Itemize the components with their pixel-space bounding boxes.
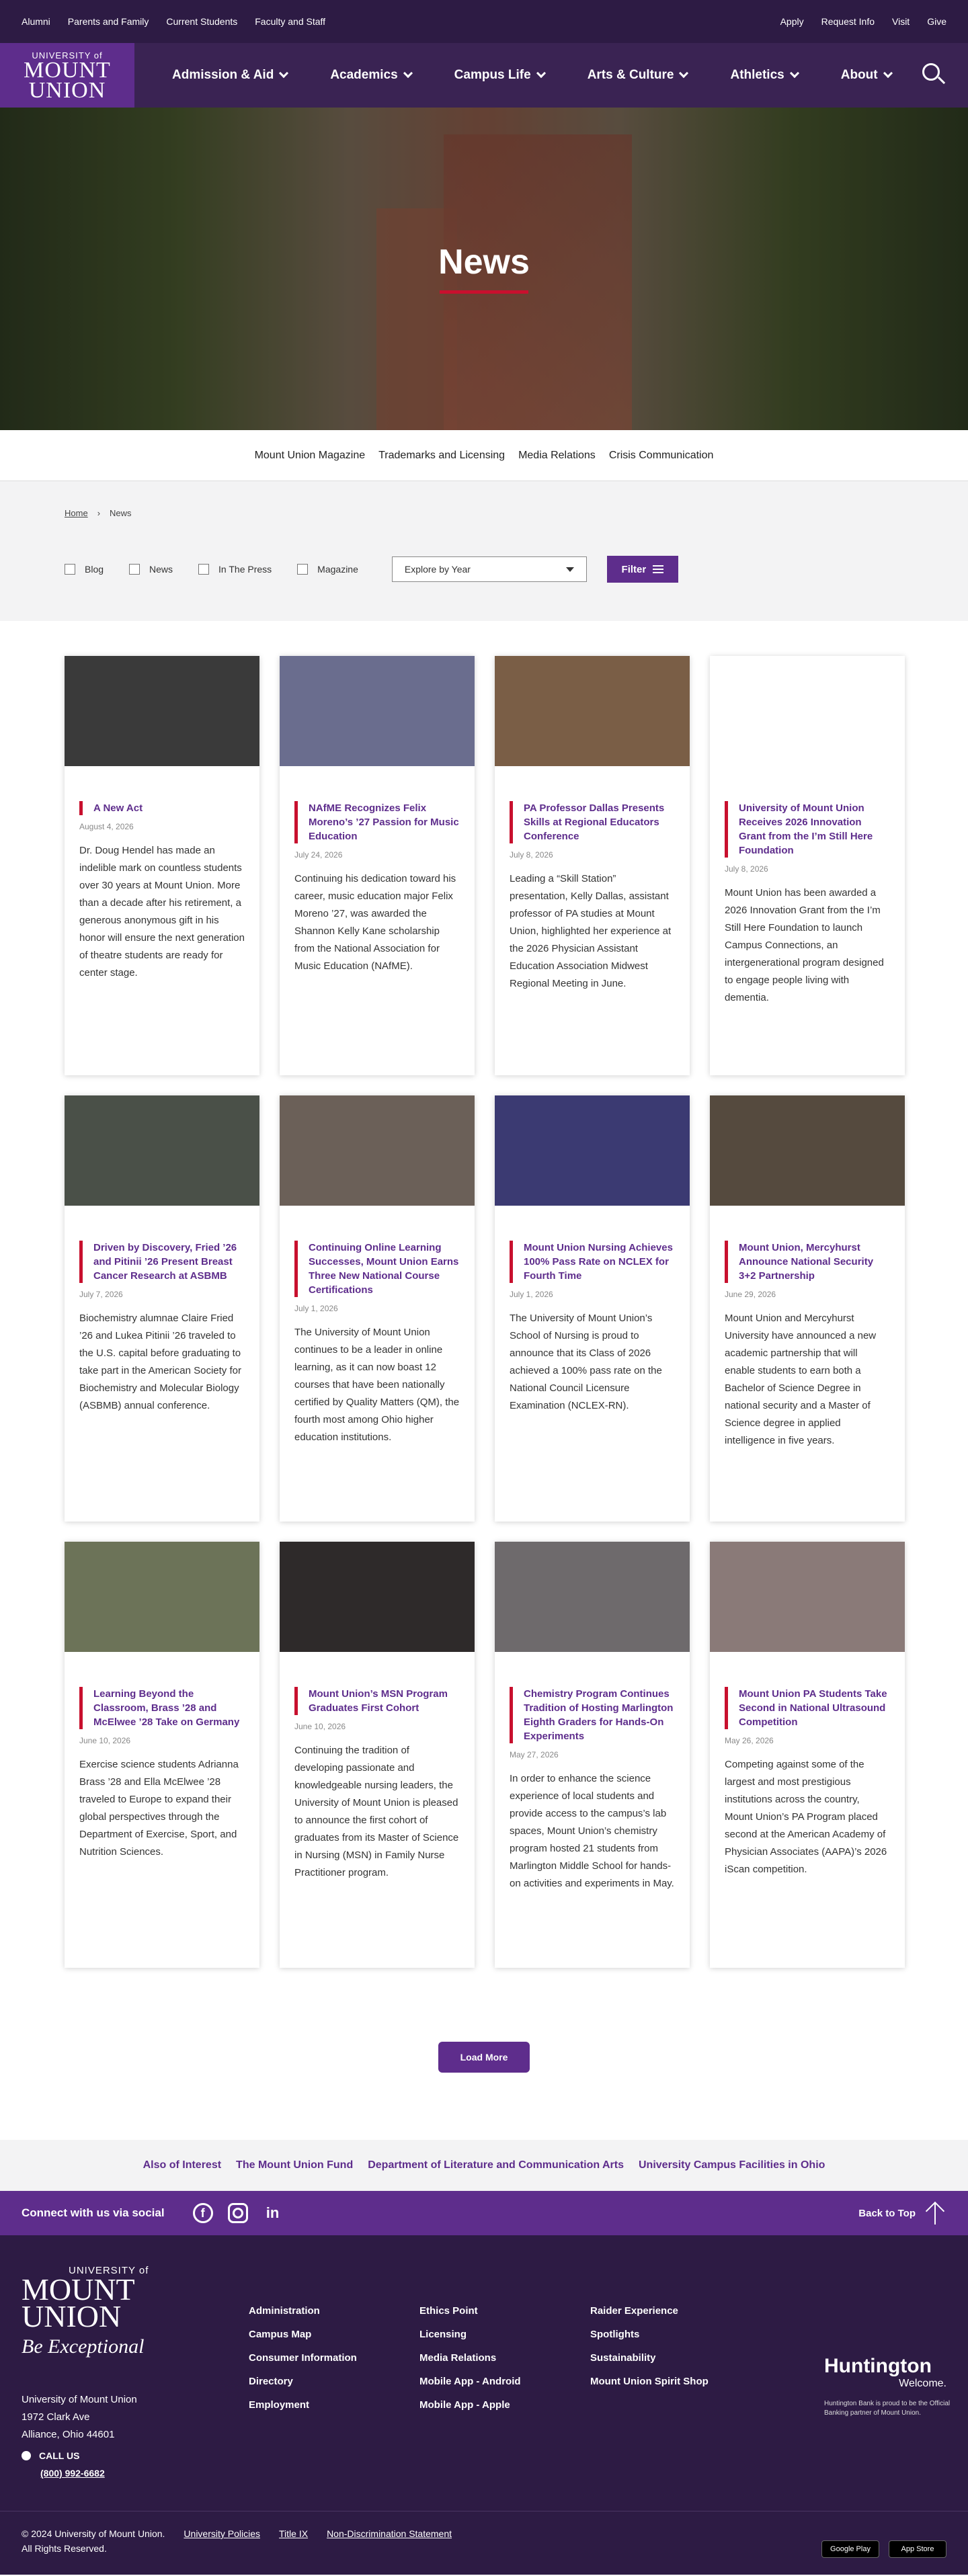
checkbox[interactable] — [297, 564, 308, 575]
subnav-media-relations[interactable]: Media Relations — [518, 449, 596, 461]
nav-athletics[interactable] — [730, 68, 797, 83]
news-card[interactable] — [495, 656, 690, 1075]
also-link-fund[interactable]: The Mount Union Fund — [236, 2159, 354, 2171]
news-card-title[interactable]: PA Professor Dallas Presents Skills at Regional Educators Conference — [510, 801, 675, 843]
news-card[interactable] — [710, 656, 905, 1075]
instagram-icon[interactable] — [228, 2203, 248, 2223]
news-card-title[interactable]: Mount Union PA Students Take Second in National Ultrasound Competition — [725, 1687, 890, 1729]
footer-link[interactable]: Mobile App - Apple — [419, 2399, 510, 2411]
breadcrumb-separator-icon: › — [97, 508, 101, 518]
checkbox[interactable] — [65, 564, 75, 575]
footer-link[interactable]: Raider Experience — [590, 2305, 678, 2317]
load-more-wrap — [0, 1968, 968, 2140]
chevron-down-icon — [536, 69, 546, 78]
footer-link[interactable]: Directory — [249, 2376, 293, 2387]
breadcrumb — [65, 508, 903, 518]
back-to-top-label: Back to Top — [858, 2207, 916, 2219]
footer-link[interactable]: Licensing — [419, 2329, 467, 2340]
utility-bar — [0, 0, 968, 43]
footer-tagline: Be Exceptional — [22, 2335, 145, 2358]
legal-link-title-ix[interactable]: Title IX — [279, 2528, 309, 2539]
news-card-summary: Continuing his dedication toward his career, music education major Felix Moreno ’27, was awarded the Shannon Kelly Kane scholarship from the National Association for Music Education (NAfME). — [294, 873, 456, 972]
back-to-top-button[interactable] — [858, 2202, 945, 2225]
footer-address — [22, 2391, 137, 2444]
news-card[interactable] — [280, 656, 475, 1075]
news-card[interactable] — [65, 1542, 259, 1968]
hero-banner — [0, 108, 968, 430]
logo-union: UNION — [28, 77, 106, 103]
footer-link[interactable]: Administration — [249, 2305, 320, 2317]
checkbox-label: Blog — [85, 564, 104, 575]
utility-link-request-info[interactable]: Request Info — [821, 16, 875, 27]
news-card-date: June 29, 2026 — [725, 1290, 776, 1299]
news-card-image[interactable] — [495, 656, 690, 766]
news-card-title[interactable]: A New Act — [79, 801, 245, 815]
news-card-image[interactable] — [710, 656, 905, 766]
chevron-down-icon — [790, 69, 799, 78]
news-card[interactable] — [710, 1542, 905, 1968]
nav-items — [172, 68, 891, 83]
legal-row — [22, 2526, 946, 2541]
footer-link[interactable]: Spotlights — [590, 2329, 640, 2340]
checkbox-label: News — [149, 564, 173, 575]
logo-mount: MOUNT — [24, 57, 111, 83]
footer-col-3 — [590, 2305, 761, 2411]
nav-label: Admission & Aid — [172, 68, 274, 82]
filter-checkbox-blog[interactable] — [65, 564, 104, 575]
footer-link[interactable]: Mobile App - Android — [419, 2376, 521, 2387]
news-card-image[interactable] — [710, 1542, 905, 1652]
footer-logo[interactable] — [22, 2265, 149, 2358]
news-card-summary: Leading a “Skill Station” presentation, Kelly Dallas, assistant professor of PA studies at Mount Union, highlighted her experience at the 2026 Physician Assistant Education Association Midwest Regional Meeting in June. — [510, 873, 672, 989]
nav-admission[interactable] — [172, 68, 287, 83]
news-card-title[interactable]: Mount Union’s MSN Program Graduates First Cohort — [294, 1687, 460, 1715]
footer-link[interactable]: Campus Map — [249, 2329, 312, 2340]
news-card-summary: Competing against some of the largest and most prestigious institutions across the country, Mount Union’s PA Program placed second at the American Academy of Physician Associates (AAPA)’s 2026 iScan competition. — [725, 1759, 887, 1875]
news-card[interactable] — [280, 1542, 475, 1968]
all-rights: All Rights Reserved. — [22, 2543, 107, 2554]
chevron-down-icon — [679, 69, 688, 78]
footer-link[interactable]: Media Relations — [419, 2352, 497, 2364]
news-card-title[interactable]: Mount Union, Mercyhurst Announce National Security 3+2 Partnership — [725, 1241, 890, 1283]
arrow-up-icon — [925, 2202, 945, 2225]
news-card-title[interactable]: Continuing Online Learning Successes, Mount Union Earns Three New National Course Certifications — [294, 1241, 460, 1297]
sub-navigation — [0, 430, 968, 481]
news-card-summary: Continuing the tradition of developing passionate and knowledgeable nursing leaders, the University of Mount Union is pleased to announce the first cohort of graduates from its Master of Science in Nursing (MSN) in Family Nurse Practitioner program. — [294, 1745, 459, 1878]
nav-label: Academics — [330, 68, 398, 82]
utility-link-give[interactable]: Give — [927, 16, 946, 27]
utility-link-faculty[interactable]: Faculty and Staff — [255, 16, 326, 27]
site-logo[interactable] — [0, 43, 134, 108]
phone-icon — [22, 2451, 31, 2460]
menu-icon — [653, 565, 663, 573]
chevron-down-icon — [403, 69, 413, 78]
also-link-facilities[interactable]: University Campus Facilities in Ohio — [639, 2159, 825, 2171]
footer-col-2 — [419, 2305, 590, 2411]
sponsor-welcome: Welcome. — [899, 2378, 946, 2389]
footer — [0, 2235, 968, 2575]
load-more-button[interactable]: Load More — [438, 2042, 530, 2073]
news-card-summary: The University of Mount Union’s School of Nursing is proud to announce that its Class of 2026 achieved a 100% pass rate on the National Council Licensure Examination (NCLEX-RN). — [510, 1313, 662, 1411]
filter-controls — [65, 556, 903, 583]
call-us-text: CALL US — [39, 2450, 80, 2461]
news-card-title[interactable]: Mount Union Nursing Achieves 100% Pass Rate on NCLEX for Fourth Time — [510, 1241, 675, 1283]
sponsor-huntington[interactable] — [824, 2355, 952, 2418]
checkbox[interactable] — [198, 564, 209, 575]
news-card-title[interactable]: University of Mount Union Receives 2026 Innovation Grant from the I’m Still Here Foundation — [725, 801, 890, 858]
nav-label: About — [840, 68, 878, 82]
news-card-image[interactable] — [495, 1542, 690, 1652]
year-select[interactable] — [392, 556, 587, 582]
news-card-image[interactable] — [495, 1095, 690, 1206]
footer-logo-union: UNION — [22, 2299, 122, 2333]
footer-link[interactable]: Ethics Point — [419, 2305, 478, 2317]
filter-checkbox-magazine[interactable] — [297, 564, 358, 575]
news-card-date: July 24, 2026 — [294, 850, 343, 860]
utility-link-alumni[interactable]: Alumni — [22, 16, 50, 27]
news-card[interactable] — [710, 1095, 905, 1522]
news-grid — [0, 621, 968, 1968]
news-card-summary: In order to enhance the science experience of local students and provide access to the campus’s lab spaces, Mount Union’s chemistry program hosted 21 students from Marlington Middle School for hands-on activities and experiments in May. — [510, 1773, 674, 1889]
news-card-image[interactable] — [710, 1095, 905, 1206]
footer-logo-mount: MOUNT — [22, 2272, 135, 2307]
address-line: University of Mount Union — [22, 2394, 137, 2405]
news-card-summary: Mount Union has been awarded a 2026 Innovation Grant from the I’m Still Here Foundation to launch Campus Connections, an intergenerational program designed to engage people living with dementia. — [725, 887, 884, 1003]
utility-link-parents[interactable]: Parents and Family — [67, 16, 149, 27]
caret-down-icon — [566, 567, 574, 572]
footer-col-1 — [249, 2305, 419, 2411]
news-card-title[interactable]: NAfME Recognizes Felix Moreno’s ’27 Passion for Music Education — [294, 801, 460, 843]
year-select-value: Explore by Year — [404, 564, 471, 575]
nav-campus-life[interactable] — [454, 68, 544, 83]
logo-small: UNIVERSITY of — [32, 50, 103, 60]
action-links — [780, 16, 946, 27]
news-card-date: May 27, 2026 — [510, 1750, 559, 1759]
footer-link-columns — [249, 2305, 761, 2411]
app-store-badge[interactable]: App Store — [889, 2540, 946, 2558]
news-card-date: July 8, 2026 — [725, 864, 768, 874]
title-underline — [440, 290, 528, 294]
filter-checkbox-news[interactable] — [129, 564, 173, 575]
subnav-magazine[interactable]: Mount Union Magazine — [254, 449, 366, 461]
footer-link[interactable]: Sustainability — [590, 2352, 656, 2364]
footer-logo-small: UNIVERSITY of — [69, 2265, 149, 2276]
news-card-date: July 8, 2026 — [510, 850, 553, 860]
utility-link-visit[interactable]: Visit — [892, 16, 910, 27]
nav-label: Arts & Culture — [587, 68, 674, 82]
also-link-literature[interactable]: Department of Literature and Communication Arts — [368, 2159, 624, 2171]
search-icon[interactable] — [922, 63, 946, 87]
legal-link-nondiscrimination[interactable]: Non-Discrimination Statement — [327, 2528, 452, 2539]
filter-button-label: Filter — [621, 563, 647, 575]
subnav-crisis[interactable]: Crisis Communication — [608, 449, 714, 461]
breadcrumb-home[interactable]: Home — [65, 508, 88, 518]
call-us-label — [22, 2450, 105, 2461]
also-of-interest — [0, 2140, 968, 2191]
address-line: Alliance, Ohio 44601 — [22, 2429, 115, 2440]
news-card-summary: Mount Union and Mercyhurst University have announced a new academic partnership that will enable students to earn both a Bachelor of Science Degree in national security and a Master of Science degree in applied intelligence in five years. — [725, 1313, 877, 1446]
also-heading: Also of Interest — [143, 2159, 222, 2171]
checkbox-label: Magazine — [317, 564, 358, 575]
news-card[interactable] — [65, 1095, 259, 1522]
news-card-date: July 1, 2026 — [294, 1304, 338, 1313]
news-card-image[interactable] — [65, 1542, 259, 1652]
call-us — [22, 2450, 105, 2479]
address-line: 1972 Clark Ave — [22, 2411, 90, 2423]
page-title: News — [438, 243, 530, 282]
subnav-trademarks[interactable]: Trademarks and Licensing — [378, 449, 506, 461]
news-card-image[interactable] — [65, 656, 259, 766]
news-card-title[interactable]: Driven by Discovery, Fried ’26 and Pitinii ’26 Present Breast Cancer Research at ASBMB — [79, 1241, 245, 1283]
news-card-image[interactable] — [280, 1542, 475, 1652]
sponsor-note: Huntington Bank is proud to be the Official Banking partner of Mount Union. — [824, 2400, 951, 2417]
copyright: © 2024 University of Mount Union. — [22, 2528, 165, 2539]
news-card[interactable] — [65, 656, 259, 1075]
news-card-summary: Dr. Doug Hendel has made an indelible mark on countless students over 30 years at Mount Union. More than a decade after his retirement, a generous anonymous gift in his honor will ensure the next generation of theatre students are ready for center stage. — [79, 845, 245, 979]
news-card[interactable] — [495, 1542, 690, 1968]
nav-about[interactable] — [841, 68, 891, 83]
news-card-date: June 10, 2026 — [79, 1736, 131, 1745]
news-card-date: July 7, 2026 — [79, 1290, 123, 1299]
nav-label: Athletics — [730, 68, 784, 82]
social-label: Connect with us via social — [22, 2206, 165, 2219]
utility-link-students[interactable]: Current Students — [166, 16, 238, 27]
news-card-date: June 10, 2026 — [294, 1722, 346, 1731]
news-card-title[interactable]: Chemistry Program Continues Tradition of Hosting Marlington Eighth Graders for Hands-On Experiments — [510, 1687, 675, 1743]
checkbox[interactable] — [129, 564, 140, 575]
audience-links — [22, 16, 325, 27]
linkedin-icon[interactable]: in — [266, 2204, 280, 2221]
facebook-icon[interactable]: f — [193, 2203, 213, 2223]
social-icons — [193, 2203, 283, 2223]
utility-link-apply[interactable]: Apply — [780, 16, 804, 27]
news-card[interactable] — [280, 1095, 475, 1522]
news-card[interactable] — [495, 1095, 690, 1522]
chevron-down-icon — [883, 69, 893, 78]
nav-arts-culture[interactable] — [588, 68, 688, 83]
checkbox-label: In The Press — [218, 564, 272, 575]
footer-link[interactable]: Employment — [249, 2399, 310, 2411]
footer-link[interactable]: Mount Union Spirit Shop — [590, 2376, 709, 2387]
news-card-date: August 4, 2026 — [79, 822, 134, 831]
social-bar — [0, 2191, 968, 2235]
news-card-summary: The University of Mount Union continues to be a leader in online learning, as it can now boast 12 courses that have been nationally certified by Quality Matters (QM), the fourth most among Ohio higher education institutions. — [294, 1327, 460, 1443]
phone-link[interactable]: (800) 992-6682 — [40, 2468, 105, 2479]
news-card-summary: Biochemistry alumnae Claire Fried ’26 and Lukea Pitinii ’26 traveled to the U.S. capital before graduating to take part in the American Society for Biochemistry and Molecular Biology (ASBMB) annual conference. — [79, 1313, 241, 1411]
filter-checkbox-press[interactable] — [198, 564, 272, 575]
app-store-badges — [821, 2540, 946, 2558]
filter-section — [0, 481, 968, 621]
news-card-image[interactable] — [280, 1095, 475, 1206]
nav-label: Campus Life — [454, 68, 531, 82]
nav-academics[interactable] — [330, 68, 411, 83]
main-navigation — [0, 43, 968, 108]
news-card-image[interactable] — [65, 1095, 259, 1206]
news-card-summary: Exercise science students Adrianna Brass ’28 and Ella McElwee ’28 traveled to Europe to expand their global perspectives through the Department of Exercise, Sport, and Nutrition Sciences. — [79, 1759, 239, 1858]
news-card-date: July 1, 2026 — [510, 1290, 553, 1299]
sponsor-name: Huntington — [824, 2355, 932, 2377]
news-card-image[interactable] — [280, 656, 475, 766]
google-play-badge[interactable]: Google Play — [821, 2540, 879, 2558]
chevron-down-icon — [279, 69, 288, 78]
news-card-title[interactable]: Learning Beyond the Classroom, Brass ’28 and McElwee ’28 Take on Germany — [79, 1687, 245, 1729]
filter-button[interactable] — [607, 556, 678, 583]
footer-link[interactable]: Consumer Information — [249, 2352, 357, 2364]
breadcrumb-current: News — [110, 508, 132, 518]
news-card-date: May 26, 2026 — [725, 1736, 774, 1745]
legal-link-policies[interactable]: University Policies — [184, 2528, 261, 2539]
